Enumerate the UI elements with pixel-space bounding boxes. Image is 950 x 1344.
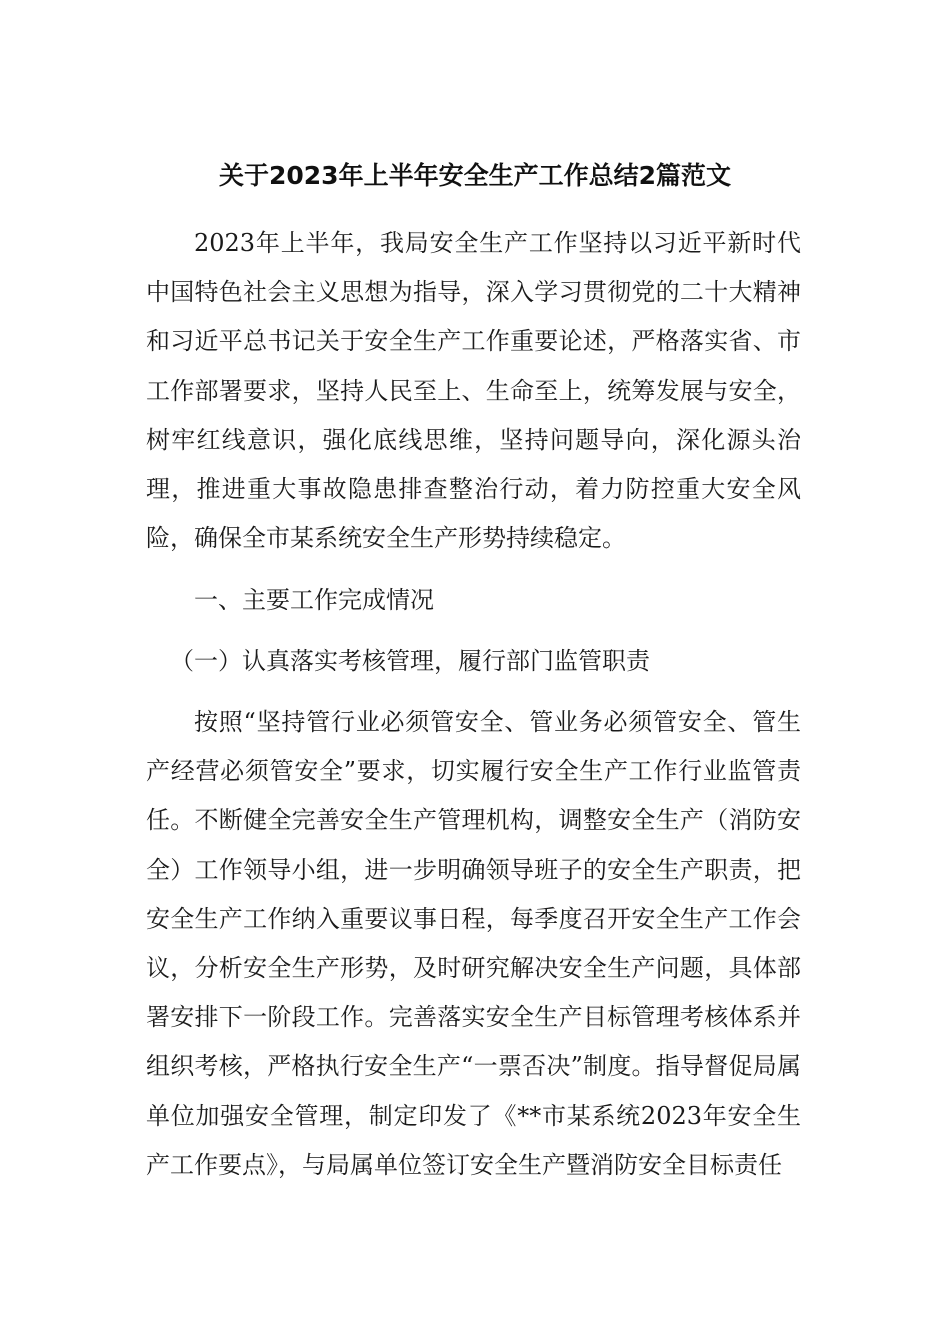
section-heading: 一、主要工作完成情况: [194, 586, 434, 614]
document-title: 关于2023年上半年安全生产工作总结2篇范文: [219, 161, 731, 190]
subsection-heading: （一）认真落实考核管理，履行部门监管职责: [170, 647, 650, 675]
body-paragraph: 按照“坚持管行业必须管安全、管业务必须管安全、管生产经营必须管安全”要求，切实履行安全生产工作行业监管责任。不断健全完善安全生产管理机构，调整安全生产（消防安全）工作领导小组，进一步明确领导班子的安全生产职责，把安全生产工作纳入重要议事日程，每季度召开安全生产工作会议，分析安全生产形势，及时研究解决安全生产问题，具体部署安排下一阶段工作。完善落实安全生产目标管理考核体系并组织考核，严格执行安全生产“一票否决”制度。指导督促局属单位加强安全管理，制定印发了《**市某系统2023年安全生产工作要点》，与局属单位签订安全生产暨消防安全目标责任: [146, 708, 801, 1179]
intro-paragraph: 2023年上半年，我局安全生产工作坚持以习近平新时代中国特色社会主义思想为指导，深入学习贯彻党的二十大精神和习近平总书记关于安全生产工作重要论述，严格落实省、市工作部署要求，坚持人民至上、生命至上，统筹发展与安全，树牢红线意识，强化底线思维，坚持问题导向，深化源头治理，推进重大事故隐患排查整治行动，着力防控重大安全风险，确保全市某系统安全生产形势持续稳定。: [146, 229, 801, 553]
